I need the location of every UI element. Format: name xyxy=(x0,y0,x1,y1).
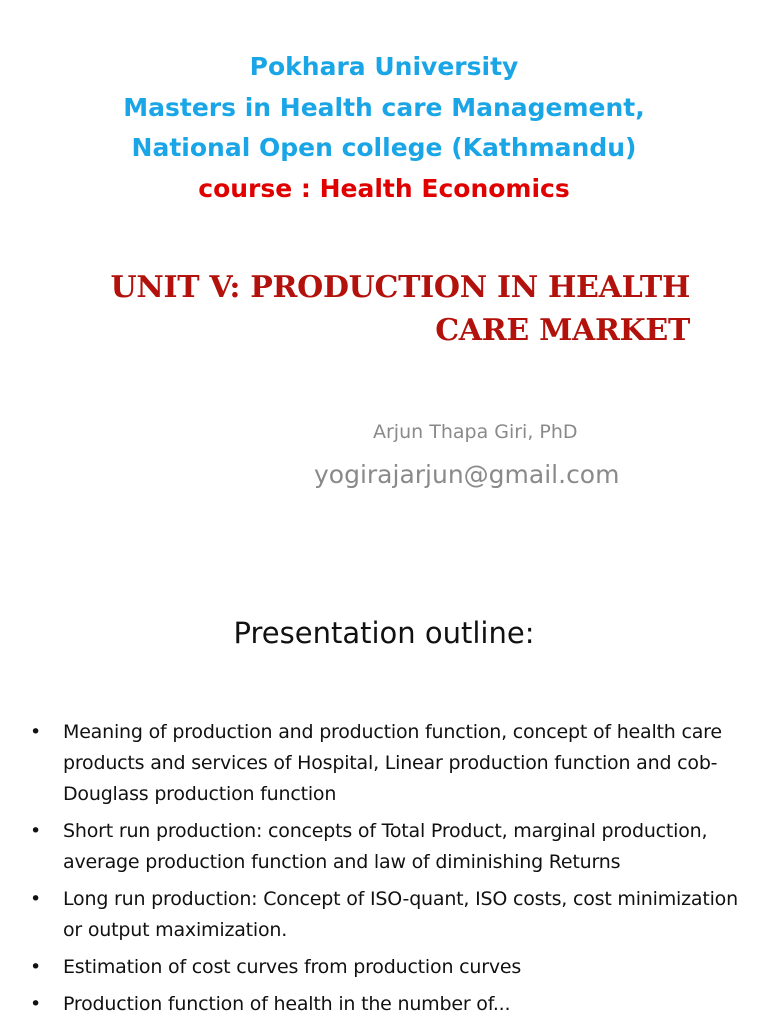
bullet-icon: • xyxy=(30,993,42,1015)
list-item-text: Meaning of production and production function, concept of health care products and services of Hospital, Linear production function and cob-Douglass production function xyxy=(63,721,722,805)
list-item-text: Long run production: Concept of ISO-quant, ISO costs, cost minimization or output maximization. xyxy=(63,888,738,941)
list-item-text: Estimation of cost curves from production curves xyxy=(63,956,522,978)
list-item xyxy=(30,717,740,810)
bullet-icon: • xyxy=(30,721,42,743)
list-item xyxy=(30,952,740,983)
list-item xyxy=(30,816,740,878)
bullet-icon: • xyxy=(30,888,42,910)
author-email: yogirajarjun@gmail.com xyxy=(314,460,620,489)
unit-title-line-2: CARE MARKET xyxy=(435,313,690,348)
list-item xyxy=(30,884,740,946)
course-name: course : Health Economics xyxy=(198,173,570,203)
list-item-text: Short run production: concepts of Total Product, marginal production, average production function and law of diminishing Returns xyxy=(63,820,708,873)
institution-header xyxy=(0,47,768,209)
outline-slide xyxy=(0,576,768,1024)
outline-list xyxy=(30,717,740,1024)
list-item-text: Production function of health in the number of... xyxy=(63,993,511,1015)
bullet-icon: • xyxy=(30,956,42,978)
list-item xyxy=(30,989,740,1020)
author-name: Arjun Thapa Giri, PhD xyxy=(373,421,578,443)
outline-title: Presentation outline: xyxy=(233,616,535,650)
unit-title-line-1: UNIT V: PRODUCTION IN HEALTH xyxy=(110,270,690,305)
bullet-icon: • xyxy=(30,820,42,842)
unit-title xyxy=(50,266,690,352)
college-name: National Open college (Kathmandu) xyxy=(131,133,637,162)
university-name: Pokhara University xyxy=(249,52,519,81)
program-name: Masters in Health care Management, xyxy=(123,92,645,122)
